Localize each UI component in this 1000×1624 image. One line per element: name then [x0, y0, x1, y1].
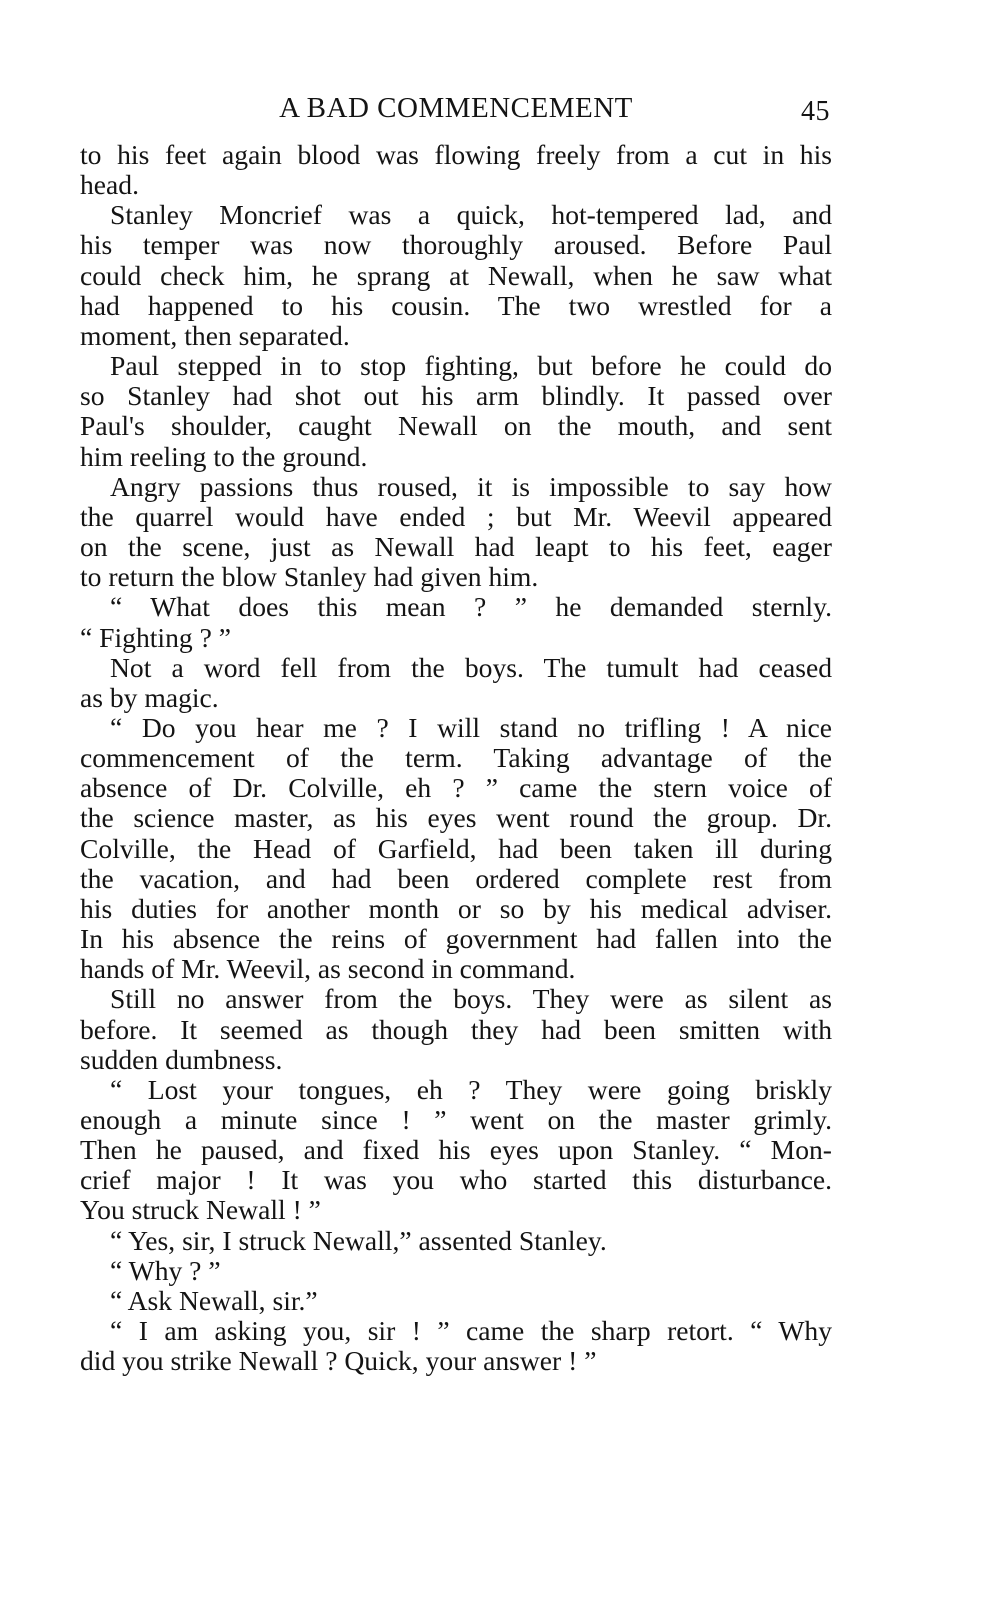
text-line: his temper was now thoroughly aroused. Before Paul [80, 229, 832, 261]
text-line: head. [80, 169, 139, 201]
text-line: him reeling to the ground. [80, 440, 368, 472]
paragraph [80, 1286, 832, 1316]
text-line: so Stanley had shot out his arm blindly. It passed over [80, 380, 832, 412]
text-line: to return the blow Stanley had given him. [80, 561, 539, 593]
text-line: “ Yes, sir, I struck Newall,” assented Stanley. [110, 1224, 607, 1256]
text-line: sudden dumbness. [80, 1043, 283, 1075]
text-line: to his feet again blood was flowing freely from a cut in his [80, 139, 832, 170]
text-line: In his absence the reins of government had fallen into the [80, 923, 832, 955]
paragraph [80, 1226, 832, 1256]
text-line: moment, then separated. [80, 319, 350, 351]
text-line: the science master, as his eyes went round the group. Dr. [80, 802, 832, 834]
text-line: commencement of the term. Taking advantage of the [80, 742, 832, 774]
text-line: You struck Newall ! ” [80, 1194, 321, 1226]
page-number: 45 [801, 96, 830, 127]
page-header [80, 88, 832, 140]
text-line: absence of Dr. Colville, eh ? ” came the stern voice of [80, 772, 832, 804]
paragraph [80, 200, 832, 351]
text-line: Angry passions thus roused, it is impossible to say how [110, 470, 832, 502]
text-line: had happened to his cousin. The two wrestled for a [80, 289, 832, 321]
text-line: Stanley Moncrief was a quick, hot-tempered lad, and [110, 199, 832, 231]
text-line: Paul's shoulder, caught Newall on the mouth, and sent [80, 410, 832, 442]
text-line: “ What does this mean ? ” he demanded sternly. [110, 591, 832, 623]
text-line: Paul stepped in to stop fighting, but before he could do [110, 350, 832, 382]
text-line: hands of Mr. Weevil, as second in command. [80, 953, 576, 985]
paragraph [80, 1075, 832, 1226]
text-line: “ Fighting ? ” [80, 621, 231, 653]
text-line: before. It seemed as though they had been smitten with [80, 1013, 832, 1045]
paragraph [80, 592, 832, 652]
text-line: “ Lost your tongues, eh ? They were going briskly [110, 1073, 832, 1105]
text-line: Still no answer from the boys. They were as silent as [110, 983, 832, 1015]
paragraph [80, 351, 832, 472]
paragraph [80, 1256, 832, 1286]
book-page [80, 88, 832, 1376]
text-line: “ Ask Newall, sir.” [110, 1284, 318, 1316]
text-line: enough a minute since ! ” went on the master grimly. [80, 1104, 832, 1135]
text-line: on the scene, just as Newall had leapt to his feet, eager [80, 531, 832, 563]
text-line: “ Why ? ” [110, 1254, 221, 1286]
text-line: Not a word fell from the boys. The tumult had ceased [110, 651, 832, 683]
text-line: as by magic. [80, 681, 219, 713]
paragraph [80, 472, 832, 593]
text-line: “ Do you hear me ? I will stand no trifling ! A nice [110, 711, 832, 743]
paragraph [80, 1316, 832, 1376]
text-line: “ I am asking you, sir ! ” came the sharp retort. “ Why [110, 1315, 832, 1347]
body-text [80, 140, 832, 1376]
text-line: could check him, he sprang at Newall, when he saw what [80, 259, 832, 291]
text-line: did you strike Newall ? Quick, your answer ! ” [80, 1345, 597, 1377]
text-line: Colville, the Head of Garfield, had been taken ill during [80, 832, 832, 864]
paragraph [80, 713, 832, 984]
text-line: crief major ! It was you who started this disturbance. [80, 1164, 832, 1196]
text-line: the vacation, and had been ordered complete rest from [80, 862, 832, 894]
text-line: his duties for another month or so by his medical adviser. [80, 892, 832, 924]
paragraph [80, 984, 832, 1074]
text-line: Then he paused, and fixed his eyes upon Stanley. “ Mon- [80, 1134, 832, 1166]
running-head: A BAD COMMENCEMENT [279, 92, 633, 124]
paragraph [80, 140, 832, 200]
text-line: the quarrel would have ended ; but Mr. Weevil appeared [80, 500, 832, 532]
paragraph [80, 653, 832, 713]
